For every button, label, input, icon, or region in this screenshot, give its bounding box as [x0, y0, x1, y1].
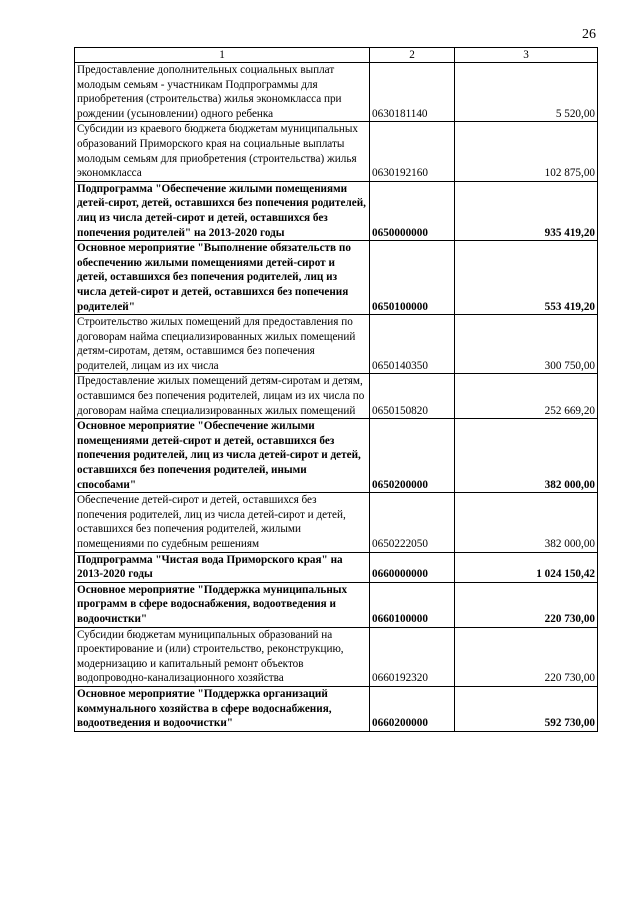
column-header-2: 2 [370, 48, 455, 63]
row-sum-cell: 5 520,00 [455, 63, 598, 122]
table-header-row [75, 48, 598, 63]
row-code-cell: 0650000000 [370, 181, 455, 240]
table-row [75, 552, 598, 582]
row-name-cell: Основное мероприятие "Обеспечение жилыми помещениями детей-сирот и детей, оставшихся без попечения родителей, лиц из числа детей-сирот и детей, оставшихся без попечения родителей, иными способами" [75, 419, 370, 493]
table-row [75, 627, 598, 686]
table-row [75, 686, 598, 731]
row-code-cell: 0660100000 [370, 582, 455, 627]
row-name-cell: Основное мероприятие "Выполнение обязательств по обеспечению жилыми помещениями детей-сирот и детей, оставшихся без попечения родителей, лиц из числа детей-сирот и детей, оставшихся без попечения родителей" [75, 241, 370, 315]
row-sum-cell: 102 875,00 [455, 122, 598, 181]
row-name-cell: Подпрограмма "Обеспечение жилыми помещениями детей-сирот, детей, оставшихся без попечения родителей, лиц из числа детей-сирот и детей, оставшихся без попечения родителей" на 2013-2020 годы [75, 181, 370, 240]
table-row [75, 122, 598, 181]
row-code-cell: 0650100000 [370, 241, 455, 315]
table-row [75, 582, 598, 627]
row-sum-cell: 553 419,20 [455, 241, 598, 315]
row-code-cell: 0630181140 [370, 63, 455, 122]
row-code-cell: 0650140350 [370, 315, 455, 374]
row-name-cell: Основное мероприятие "Поддержка муниципальных программ в сфере водоснабжения, водоотведения и водоочистки" [75, 582, 370, 627]
row-name-cell: Строительство жилых помещений для предоставления по договорам найма специализированных жилых помещений детям-сиротам, детям, оставшимся без попечения родителей, лицам из их числа [75, 315, 370, 374]
row-name-cell: Субсидии бюджетам муниципальных образований на проектирование и (или) строительство, реконструкцию, модернизацию и капитальный ремонт объектов водопроводно-канализационного хозяйства [75, 627, 370, 686]
row-code-cell: 0650150820 [370, 374, 455, 419]
row-code-cell: 0660200000 [370, 686, 455, 731]
row-name-cell: Основное мероприятие "Поддержка организаций коммунального хозяйства в сфере водоснабжения, водоотведения и водоочистки" [75, 686, 370, 731]
row-sum-cell: 382 000,00 [455, 493, 598, 552]
table-row [75, 315, 598, 374]
row-name-cell: Подпрограмма "Чистая вода Приморского края" на 2013-2020 годы [75, 552, 370, 582]
row-sum-cell: 252 669,20 [455, 374, 598, 419]
row-sum-cell: 382 000,00 [455, 419, 598, 493]
row-name-cell: Субсидии из краевого бюджета бюджетам муниципальных образований Приморского края на социальные выплаты молодым семьям для приобретения (строительства) жилья экономкласса [75, 122, 370, 181]
row-sum-cell: 220 730,00 [455, 627, 598, 686]
table-row [75, 181, 598, 240]
row-code-cell: 0660000000 [370, 552, 455, 582]
table-row [75, 419, 598, 493]
budget-table [74, 47, 598, 732]
page-number: 26 [582, 27, 596, 42]
table-row [75, 374, 598, 419]
row-sum-cell: 935 419,20 [455, 181, 598, 240]
column-header-1: 1 [75, 48, 370, 63]
row-sum-cell: 220 730,00 [455, 582, 598, 627]
row-name-cell: Обеспечение детей-сирот и детей, оставшихся без попечения родителей, лиц из числа детей-сирот и детей, оставшихся без попечения родителей, жилыми помещениями по судебным решениям [75, 493, 370, 552]
table-row [75, 493, 598, 552]
row-code-cell: 0650200000 [370, 419, 455, 493]
row-name-cell: Предоставление жилых помещений детям-сиротам и детям, оставшимся без попечения родителей, лицам из их числа по договорам найма специализированных жилых помещений [75, 374, 370, 419]
column-header-3: 3 [455, 48, 598, 63]
row-sum-cell: 592 730,00 [455, 686, 598, 731]
row-sum-cell: 300 750,00 [455, 315, 598, 374]
row-code-cell: 0660192320 [370, 627, 455, 686]
table-row [75, 241, 598, 315]
table-row [75, 63, 598, 122]
row-name-cell: Предоставление дополнительных социальных выплат молодым семьям - участникам Подпрограммы для приобретения (строительства) жилья экономкласса при рождении (усыновлении) одного ребенка [75, 63, 370, 122]
row-code-cell: 0630192160 [370, 122, 455, 181]
row-sum-cell: 1 024 150,42 [455, 552, 598, 582]
row-code-cell: 0650222050 [370, 493, 455, 552]
